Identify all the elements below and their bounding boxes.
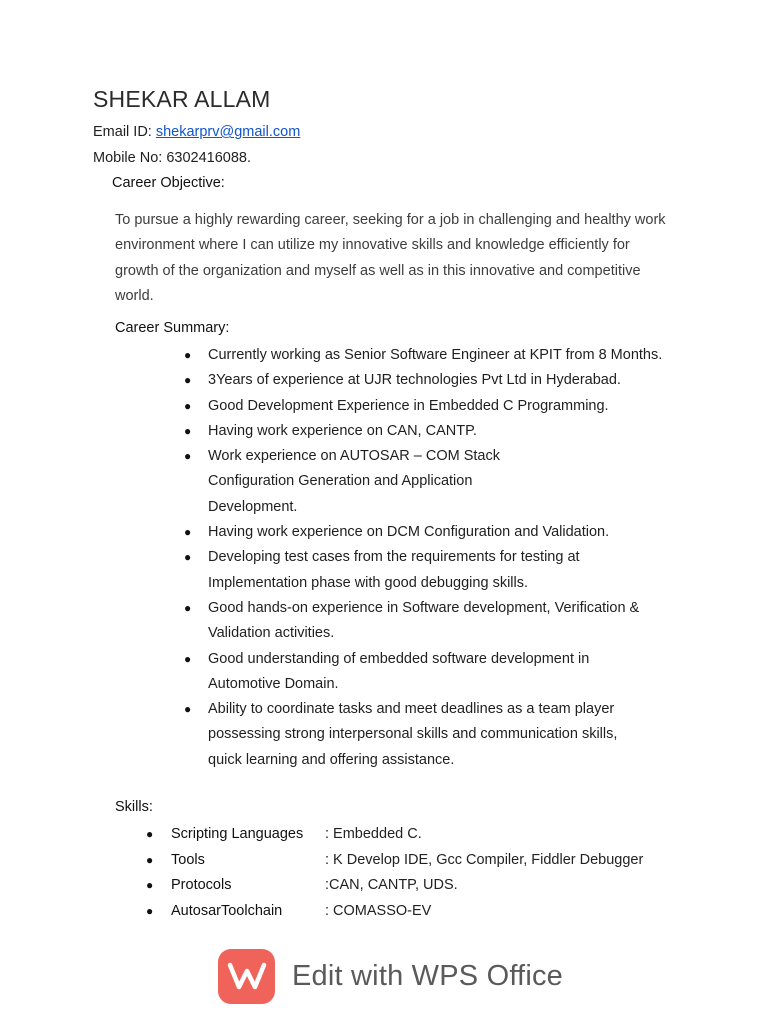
bullet-icon: ● xyxy=(184,600,192,615)
candidate-name: SHEKAR ALLAM xyxy=(93,86,271,112)
email-label: Email ID: xyxy=(93,124,156,140)
list-item: ● Good Development Experience in Embedded C Programming. xyxy=(0,394,688,419)
bullet-icon: ● xyxy=(184,348,192,362)
bullet-icon: ● xyxy=(184,702,192,717)
skills-heading: Skills: xyxy=(115,799,153,815)
skill-label: Protocols xyxy=(171,877,232,893)
list-item: ● Developing test cases from the requirements for testing at Implementation phase with good debugging skills. xyxy=(0,545,593,596)
skill-value: :CAN, CANTP, UDS. xyxy=(325,877,458,893)
wps-edit-banner[interactable] xyxy=(218,948,563,1004)
list-item: ● 3Years of experience at UJR technologies Pvt Ltd in Hyderabad. xyxy=(0,368,688,393)
skill-label: Scripting Languages xyxy=(171,826,304,842)
career-objective-text: To pursue a highly rewarding career, seeking for a job in challenging and healthy work environment where I can utilize my innovative skills and knowledge efficiently for growth of the organization and myself as well as in this innovative and competitive world. xyxy=(115,212,666,304)
list-item: ● Work experience on AUTOSAR – COM Stack Configuration Generation and Application Development. xyxy=(0,444,508,520)
skill-value: : Embedded C. xyxy=(325,826,422,842)
career-summary-heading: Career Summary: xyxy=(115,320,230,336)
wps-banner-text: Edit with WPS Office xyxy=(292,959,563,992)
bullet-icon: ● xyxy=(184,373,192,388)
list-item: ● Currently working as Senior Software Engineer at KPIT from 8 Months. xyxy=(0,343,688,368)
list-item: ● Having work experience on DCM Configuration and Validation. xyxy=(0,520,688,545)
email-line xyxy=(93,124,300,140)
list-item: ● Having work experience on CAN, CANTP. xyxy=(0,419,688,444)
list-item: ● Good hands-on experience in Software development, Verification & Validation activities. xyxy=(0,596,673,647)
mobile-line: Mobile No: 6302416088. xyxy=(93,150,252,166)
bullet-icon: ● xyxy=(184,423,192,438)
skill-value: : COMASSO-EV xyxy=(325,902,432,919)
bullet-icon: ● xyxy=(184,550,192,565)
career-summary-list xyxy=(0,343,688,773)
bullet-icon: ● xyxy=(146,827,154,841)
bullet-icon: ● xyxy=(146,878,154,892)
wps-logo-icon xyxy=(218,949,275,1004)
bullet-icon: ● xyxy=(146,852,154,867)
list-item: ● Good understanding of embedded software development in Automotive Domain. xyxy=(0,647,623,698)
skill-label: Tools xyxy=(171,851,205,868)
bullet-icon: ● xyxy=(146,903,154,918)
wps-w-glyph xyxy=(227,961,267,991)
bullet-icon: ● xyxy=(184,651,192,666)
list-item: ● Ability to coordinate tasks and meet deadlines as a team player possessing strong interpersonal skills and communication skills, quick learning and offering assistance. xyxy=(0,697,633,773)
bullet-icon: ● xyxy=(184,398,192,413)
skill-value: : K Develop IDE, Gcc Compiler, Fiddler Debugger xyxy=(325,851,644,868)
bullet-icon: ● xyxy=(184,525,192,540)
skill-label: AutosarToolchain xyxy=(171,902,283,919)
career-objective-heading: Career Objective: xyxy=(112,175,225,191)
email-link[interactable]: shekarprv@gmail.com xyxy=(155,124,301,140)
bullet-icon: ● xyxy=(184,449,192,464)
